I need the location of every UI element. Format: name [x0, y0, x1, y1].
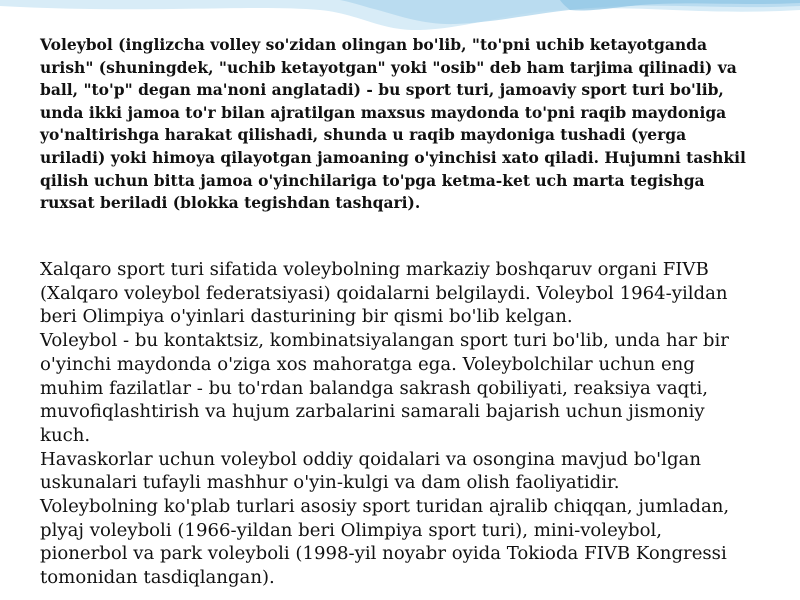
intro-paragraph: Voleybol (inglizcha volley so'zidan olingan bo'lib, "to'pni uchib ketayotganda urish" (shuningdek, "uchib ketayotgan" yoki "osib" deb ham tarjima qilinadi) va ball, "to'p" degan ma'noni anglatadi) - bu sport turi, jamoaviy sport turi bo'lib, unda ikki jamoa to'r bilan ajratilgan maxsus maydonda to'pni raqib maydoniga yo'naltirishga harakat qilishadi, shunda u raqib maydoniga tushadi (yerga uriladi) yoki himoya qilayotgan jamoaning o'yinchisi xato qiladi. Hujumni tashkil qilish uchun bitta jamoa o'yinchilariga to'pga ketma-ket uch marta tegishga ruxsat beriladi (blokka tegishdan tashqari). — [40, 35, 746, 213]
body-paragraph: Xalqaro sport turi sifatida voleybolning markaziy boshqaruv organi FIVB (Xalqaro voleybol federatsiyasi) qoidalarni belgilaydi. Voleybol 1964-yildan beri Olimpiya o'yinlari dasturining bir qismi bo'lib kelgan. Voleybol - bu kontaktsiz, kombinatsiyalangan sport turi bo'lib, unda har bir o'yinchi maydonda o'ziga xos mahoratga ega. Voleybolchilar uchun eng muhim fazilatlar - bu to'rdan balandga sakrash qobiliyati, reaksiya vaqti, muvofiqlashtirish va hujum zarbalarini samarali bajarish uchun jismoniy kuch. Havaskorlar uchun voleybol oddiy qoidalari va osongina mavjud bo'lgan uskunalari tufayli mashhur o'yin-kulgi va dam olish faoliyatidir. Voleybolning ko'plab turlari asosiy sport turidan ajralib chiqqan, jumladan, plyaj voleyboli (1966-yildan beri Olimpiya sport turi), mini-voleybol, pionerbol va park voleyboli (1998-yil noyabr oyida Tokioda FIVB Kongressi tomonidan tasdiqlangan). — [40, 259, 730, 589]
